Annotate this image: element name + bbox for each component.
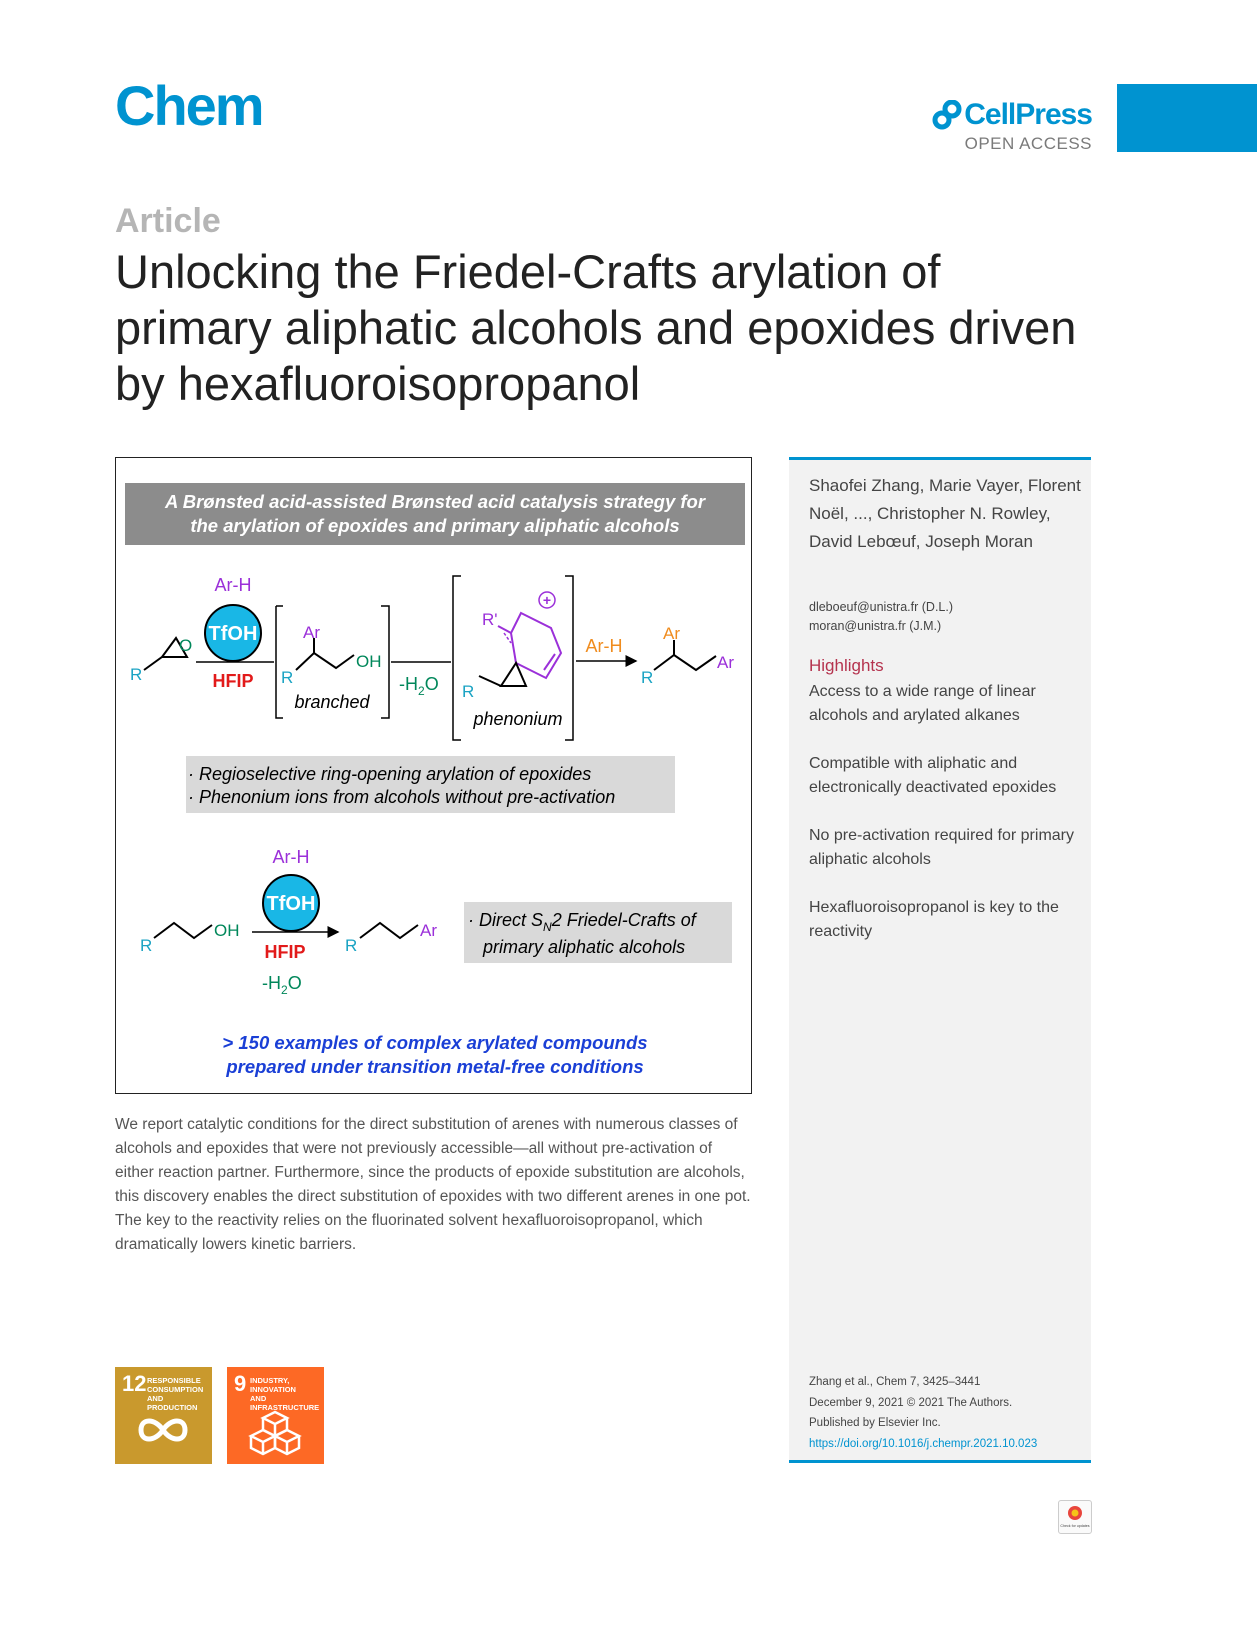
svg-text:R: R: [462, 682, 475, 701]
journal-logo: Chem: [115, 74, 263, 137]
email-moran[interactable]: moran@unistra.fr (J.M.): [809, 619, 942, 633]
minus-water-1: $-H_2O$: [399, 674, 439, 698]
infinity-loop-icon: [133, 1410, 193, 1450]
journal-color-tab: [1117, 84, 1257, 152]
cellpress-icon: [932, 100, 964, 130]
check-updates-label: Check for updates: [1060, 1524, 1090, 1528]
label-branched: branched: [294, 692, 370, 712]
svg-text:+: +: [542, 592, 552, 608]
solvent-hfip-1: HFIP: [212, 671, 254, 691]
sdg-12-badge: [115, 1367, 212, 1464]
svg-text:R: R: [281, 668, 294, 687]
svg-text:R: R: [345, 936, 358, 955]
sdg-number: 12: [122, 1371, 147, 1396]
author-list: Shaofei Zhang, Marie Vayer, Florent Noël, ..., Christopher N. Rowley, David Lebœuf, Joseph Moran: [809, 476, 1081, 551]
reagent-arh-1: Ar-H: [214, 575, 252, 595]
citation-date-copyright: December 9, 2021 © 2021 The Authors.: [809, 1396, 1013, 1409]
reagent-arh-2: Ar-H: [585, 636, 623, 656]
svg-text:Ar: Ar: [420, 921, 437, 940]
svg-text:R: R: [130, 665, 143, 684]
email-leboeuf[interactable]: dleboeuf@unistra.fr (D.L.): [809, 600, 954, 614]
banner-line-2: the arylation of epoxides and primary aliphatic alcohols: [190, 515, 680, 536]
citation-block: [809, 1372, 1037, 1454]
scope-summary-line-1: > 150 examples of complex arylated compounds: [222, 1032, 648, 1053]
scope-summary-line-2: prepared under transition metal-free conditions: [226, 1056, 644, 1077]
phenonium-intermediate: [453, 576, 573, 740]
epoxide-reactant: [130, 636, 192, 684]
svg-text:Ar: Ar: [663, 624, 680, 643]
highlight-item: Hexafluoroisopropanol is key to the reactivity: [809, 899, 1059, 940]
svg-text:R: R: [641, 668, 654, 687]
check-updates-icon: [1059, 1501, 1091, 1533]
banner-line-1: A Brønsted acid-assisted Brønsted acid catalysis strategy for: [164, 491, 706, 512]
reagent-arh-3: Ar-H: [272, 847, 310, 867]
cubes-icon: [245, 1410, 305, 1460]
alcohol-reactant: [140, 921, 240, 955]
check-for-updates-badge[interactable]: [1058, 1500, 1092, 1534]
doi-link[interactable]: https://doi.org/10.1016/j.chempr.2021.10.023: [809, 1437, 1038, 1450]
highlight-item: Compatible with aliphatic and electronically deactivated epoxides: [809, 755, 1057, 796]
sdg-label: RESPONSIBLE CONSUMPTION AND PRODUCTION: [147, 1376, 204, 1412]
label-phenonium: phenonium: [473, 709, 563, 729]
svg-text:O: O: [179, 636, 193, 655]
open-access-label: OPEN ACCESS: [964, 134, 1092, 153]
article-sidebar: [789, 457, 1091, 1463]
publisher-name: CellPress: [964, 98, 1092, 131]
catalyst-cycle-2: [263, 875, 319, 931]
sdg-number: 9: [234, 1371, 247, 1396]
citation-publisher: Published by Elsevier Inc.: [809, 1417, 941, 1429]
branched-intermediate: [276, 606, 389, 718]
svg-text:Ar: Ar: [303, 623, 320, 642]
summary-paragraph: We report catalytic conditions for the direct substitution of arenes with numerous classes of alcohols and epoxides that were not previously accessible—all without pre-activation of either reaction partner. Furthermore, since the products of epoxide substitution are alcohols, this discovery enables the direct substitution of epoxides with two different arenes in one pot. The key to the reactivity relies on the fluorinated solvent hexafluoroisopropanol, which dramatically lowers kinetic barriers.: [115, 1116, 751, 1253]
highlight-item: Access to a wide range of linear alcohols and arylated alkanes: [809, 683, 1036, 724]
citation-reference: Zhang et al., Chem 7, 3425–3441: [809, 1376, 981, 1388]
svg-text:R: R: [140, 936, 153, 955]
highlights-heading: Highlights: [809, 656, 884, 675]
svg-text:OH: OH: [356, 652, 382, 671]
article-type: Article: [115, 202, 221, 240]
key-point-3: · Direct $S_N2$ Friedel-Crafts of: [468, 910, 696, 934]
key-point-1: · Regioselective ring-opening arylation of epoxides: [188, 764, 592, 784]
svg-text:Ar: Ar: [717, 653, 734, 672]
arylated-alkane-product: [345, 921, 437, 955]
sdg-label: INDUSTRY, INNOVATION AND INFRASTRUCTURE: [250, 1376, 320, 1412]
diarylated-product: [641, 624, 734, 687]
highlights-list: [809, 680, 1081, 968]
catalyst-cycle-1: [205, 605, 261, 661]
svg-text:OH: OH: [214, 921, 240, 940]
catalyst-label-1: TfOH: [208, 623, 258, 645]
solvent-hfip-2: HFIP: [264, 942, 306, 962]
article-title: Unlocking the Friedel-Crafts arylation of primary aliphatic alcohols and epoxides driven by hexafluoroisopropanol: [115, 245, 1077, 410]
catalyst-label-2: TfOH: [266, 893, 316, 915]
publisher-logo: [930, 100, 1092, 154]
key-point-2: · Phenonium ions from alcohols without pre-activation: [188, 787, 616, 807]
sdg-9-badge: [227, 1367, 324, 1464]
corresponding-emails: [809, 598, 953, 636]
svg-text:R': R': [482, 610, 498, 629]
graphical-abstract: [115, 457, 752, 1094]
key-point-4: primary aliphatic alcohols: [483, 937, 686, 957]
highlight-item: No pre-activation required for primary aliphatic alcohols: [809, 827, 1074, 868]
minus-water-2: $-H_2O$: [262, 973, 302, 997]
